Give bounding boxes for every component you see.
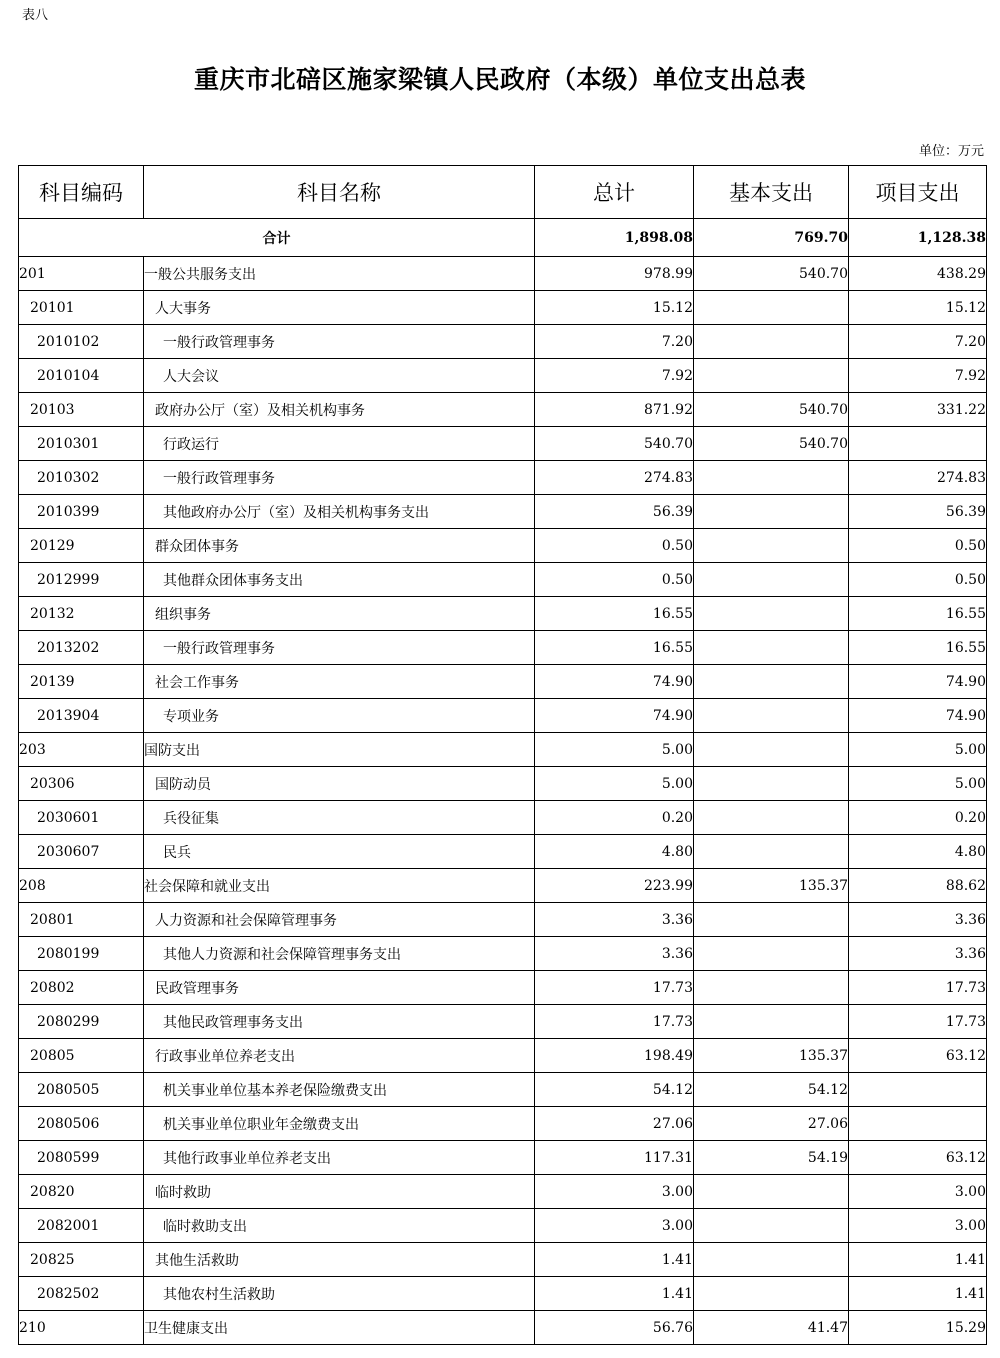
row-code: 2013904 [19, 699, 144, 733]
table-row [19, 937, 987, 971]
row-basic [694, 359, 849, 393]
row-name: 行政运行 [144, 427, 535, 461]
row-name: 机关事业单位基本养老保险缴费支出 [144, 1073, 535, 1107]
row-project: 3.00 [849, 1209, 987, 1243]
row-basic [694, 1243, 849, 1277]
row-basic: 540.70 [694, 427, 849, 461]
header-basic: 基本支出 [694, 166, 849, 219]
table-row [19, 529, 987, 563]
row-name: 机关事业单位职业年金缴费支出 [144, 1107, 535, 1141]
row-project: 3.36 [849, 903, 987, 937]
table-row [19, 733, 987, 767]
row-code: 20306 [19, 767, 144, 801]
row-total: 871.92 [535, 393, 694, 427]
row-name: 一般行政管理事务 [144, 325, 535, 359]
row-basic [694, 1005, 849, 1039]
row-basic [694, 971, 849, 1005]
row-code: 20129 [19, 529, 144, 563]
row-code: 2082001 [19, 1209, 144, 1243]
row-basic [694, 733, 849, 767]
row-name: 兵役征集 [144, 801, 535, 835]
row-basic [694, 461, 849, 495]
row-total: 0.50 [535, 563, 694, 597]
table-row [19, 971, 987, 1005]
table-row [19, 903, 987, 937]
row-code: 20805 [19, 1039, 144, 1073]
total-sum: 1,898.08 [535, 219, 694, 257]
row-project: 3.36 [849, 937, 987, 971]
row-name: 组织事务 [144, 597, 535, 631]
total-label: 合计 [19, 219, 535, 257]
row-name: 其他政府办公厅（室）及相关机构事务支出 [144, 495, 535, 529]
row-name: 行政事业单位养老支出 [144, 1039, 535, 1073]
row-total: 3.00 [535, 1209, 694, 1243]
row-basic [694, 529, 849, 563]
row-name: 社会工作事务 [144, 665, 535, 699]
table-row [19, 1277, 987, 1311]
row-basic: 135.37 [694, 869, 849, 903]
row-code: 20825 [19, 1243, 144, 1277]
row-total: 274.83 [535, 461, 694, 495]
row-total: 56.39 [535, 495, 694, 529]
row-code: 2080599 [19, 1141, 144, 1175]
row-name: 一般公共服务支出 [144, 257, 535, 291]
row-code: 20801 [19, 903, 144, 937]
table-row [19, 631, 987, 665]
row-total: 198.49 [535, 1039, 694, 1073]
row-name: 其他生活救助 [144, 1243, 535, 1277]
table-row [19, 1209, 987, 1243]
header-row [19, 166, 987, 219]
row-name: 临时救助 [144, 1175, 535, 1209]
row-project [849, 1107, 987, 1141]
row-basic [694, 937, 849, 971]
row-name: 民兵 [144, 835, 535, 869]
row-code: 201 [19, 257, 144, 291]
row-code: 2030607 [19, 835, 144, 869]
row-project: 1.41 [849, 1277, 987, 1311]
row-code: 20103 [19, 393, 144, 427]
row-basic [694, 631, 849, 665]
row-code: 2030601 [19, 801, 144, 835]
row-project: 0.20 [849, 801, 987, 835]
row-basic: 135.37 [694, 1039, 849, 1073]
row-total: 0.20 [535, 801, 694, 835]
row-name: 人力资源和社会保障管理事务 [144, 903, 535, 937]
row-name: 其他群众团体事务支出 [144, 563, 535, 597]
row-code: 2082502 [19, 1277, 144, 1311]
table-row [19, 1005, 987, 1039]
row-project: 5.00 [849, 733, 987, 767]
row-name: 临时救助支出 [144, 1209, 535, 1243]
table-row [19, 427, 987, 461]
row-basic: 54.12 [694, 1073, 849, 1107]
row-total: 7.92 [535, 359, 694, 393]
table-row [19, 699, 987, 733]
row-total: 5.00 [535, 733, 694, 767]
row-project: 331.22 [849, 393, 987, 427]
row-name: 其他民政管理事务支出 [144, 1005, 535, 1039]
total-row [19, 219, 987, 257]
row-code: 203 [19, 733, 144, 767]
header-name: 科目名称 [144, 166, 535, 219]
header-code: 科目编码 [19, 166, 144, 219]
row-project: 56.39 [849, 495, 987, 529]
row-total: 54.12 [535, 1073, 694, 1107]
row-basic [694, 835, 849, 869]
row-code: 20132 [19, 597, 144, 631]
row-code: 2012999 [19, 563, 144, 597]
row-basic: 41.47 [694, 1311, 849, 1345]
table-row [19, 665, 987, 699]
row-total: 17.73 [535, 971, 694, 1005]
row-basic [694, 1277, 849, 1311]
row-project: 1.41 [849, 1243, 987, 1277]
row-project: 7.92 [849, 359, 987, 393]
row-total: 223.99 [535, 869, 694, 903]
row-basic [694, 325, 849, 359]
row-code: 2010301 [19, 427, 144, 461]
table-row [19, 1311, 987, 1345]
row-name: 其他人力资源和社会保障管理事务支出 [144, 937, 535, 971]
table-row [19, 1073, 987, 1107]
row-code: 2080199 [19, 937, 144, 971]
row-basic [694, 699, 849, 733]
row-basic: 540.70 [694, 393, 849, 427]
row-project: 15.12 [849, 291, 987, 325]
row-project: 274.83 [849, 461, 987, 495]
table-row [19, 869, 987, 903]
row-name: 人大事务 [144, 291, 535, 325]
row-basic [694, 1209, 849, 1243]
table-row [19, 801, 987, 835]
row-project: 17.73 [849, 1005, 987, 1039]
row-total: 3.36 [535, 903, 694, 937]
page-title: 重庆市北碚区施家梁镇人民政府（本级）单位支出总表 [193, 65, 806, 94]
row-name: 一般行政管理事务 [144, 461, 535, 495]
row-basic [694, 563, 849, 597]
row-total: 56.76 [535, 1311, 694, 1345]
row-code: 2013202 [19, 631, 144, 665]
table-row [19, 291, 987, 325]
row-basic [694, 665, 849, 699]
table-row [19, 835, 987, 869]
row-basic [694, 597, 849, 631]
table-row [19, 1175, 987, 1209]
row-project: 74.90 [849, 699, 987, 733]
table-row [19, 495, 987, 529]
row-project: 16.55 [849, 597, 987, 631]
row-total: 540.70 [535, 427, 694, 461]
row-code: 2080506 [19, 1107, 144, 1141]
row-basic: 540.70 [694, 257, 849, 291]
row-total: 3.36 [535, 937, 694, 971]
row-total: 117.31 [535, 1141, 694, 1175]
row-total: 3.00 [535, 1175, 694, 1209]
row-name: 政府办公厅（室）及相关机构事务 [144, 393, 535, 427]
row-project: 438.29 [849, 257, 987, 291]
row-basic [694, 1175, 849, 1209]
row-name: 其他行政事业单位养老支出 [144, 1141, 535, 1175]
row-project: 0.50 [849, 563, 987, 597]
row-code: 2010102 [19, 325, 144, 359]
row-project: 0.50 [849, 529, 987, 563]
total-basic: 769.70 [694, 219, 849, 257]
row-total: 27.06 [535, 1107, 694, 1141]
row-project: 74.90 [849, 665, 987, 699]
table-row [19, 461, 987, 495]
row-project: 5.00 [849, 767, 987, 801]
row-name: 一般行政管理事务 [144, 631, 535, 665]
table-row [19, 393, 987, 427]
row-project: 88.62 [849, 869, 987, 903]
table-row [19, 1039, 987, 1073]
row-code: 2010104 [19, 359, 144, 393]
row-code: 2080299 [19, 1005, 144, 1039]
row-total: 7.20 [535, 325, 694, 359]
row-project: 63.12 [849, 1141, 987, 1175]
row-project: 17.73 [849, 971, 987, 1005]
row-total: 74.90 [535, 665, 694, 699]
row-total: 1.41 [535, 1243, 694, 1277]
row-code: 210 [19, 1311, 144, 1345]
table-row [19, 257, 987, 291]
table-row [19, 1243, 987, 1277]
row-name: 国防支出 [144, 733, 535, 767]
table-row [19, 359, 987, 393]
row-basic: 27.06 [694, 1107, 849, 1141]
row-total: 5.00 [535, 767, 694, 801]
row-code: 20101 [19, 291, 144, 325]
row-name: 群众团体事务 [144, 529, 535, 563]
row-code: 208 [19, 869, 144, 903]
row-code: 20139 [19, 665, 144, 699]
row-basic [694, 801, 849, 835]
table-row [19, 563, 987, 597]
row-total: 4.80 [535, 835, 694, 869]
table-row [19, 767, 987, 801]
row-total: 0.50 [535, 529, 694, 563]
row-basic: 54.19 [694, 1141, 849, 1175]
header-total: 总计 [535, 166, 694, 219]
row-project [849, 1073, 987, 1107]
total-project: 1,128.38 [849, 219, 987, 257]
row-name: 民政管理事务 [144, 971, 535, 1005]
row-basic [694, 767, 849, 801]
row-name: 专项业务 [144, 699, 535, 733]
table-row [19, 1141, 987, 1175]
row-project: 3.00 [849, 1175, 987, 1209]
row-basic [694, 903, 849, 937]
row-project: 15.29 [849, 1311, 987, 1345]
row-total: 74.90 [535, 699, 694, 733]
row-code: 20802 [19, 971, 144, 1005]
row-basic [694, 291, 849, 325]
row-name: 社会保障和就业支出 [144, 869, 535, 903]
table-row [19, 1107, 987, 1141]
row-name: 卫生健康支出 [144, 1311, 535, 1345]
row-code: 2010399 [19, 495, 144, 529]
row-project: 7.20 [849, 325, 987, 359]
row-code: 2080505 [19, 1073, 144, 1107]
row-code: 20820 [19, 1175, 144, 1209]
table-number-label: 表八 [22, 8, 49, 23]
row-total: 16.55 [535, 631, 694, 665]
row-project: 63.12 [849, 1039, 987, 1073]
row-total: 978.99 [535, 257, 694, 291]
row-project: 16.55 [849, 631, 987, 665]
row-total: 16.55 [535, 597, 694, 631]
expenditure-table [18, 165, 987, 1345]
table-row [19, 597, 987, 631]
table-row [19, 325, 987, 359]
header-project: 项目支出 [849, 166, 987, 219]
row-code: 2010302 [19, 461, 144, 495]
row-project [849, 427, 987, 461]
row-name: 人大会议 [144, 359, 535, 393]
row-project: 4.80 [849, 835, 987, 869]
row-name: 国防动员 [144, 767, 535, 801]
row-total: 1.41 [535, 1277, 694, 1311]
row-basic [694, 495, 849, 529]
row-total: 17.73 [535, 1005, 694, 1039]
unit-label: 单位：万元 [918, 144, 984, 159]
row-name: 其他农村生活救助 [144, 1277, 535, 1311]
row-total: 15.12 [535, 291, 694, 325]
